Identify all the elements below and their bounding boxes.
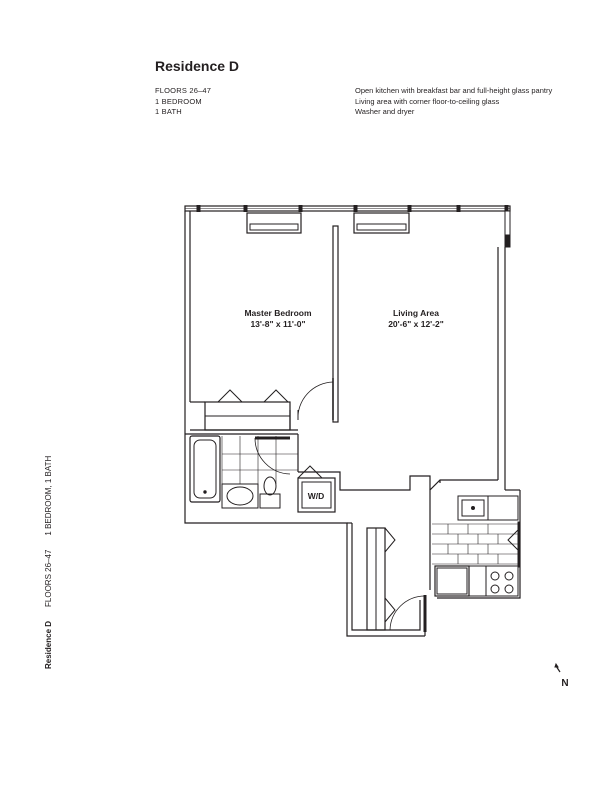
spec-baths: 1 BATH	[155, 107, 182, 116]
room-dims-living-area: 20'-6" x 12'-2"	[388, 319, 444, 329]
appliance-label-wd: W/D	[307, 491, 325, 501]
bedroom-door	[298, 378, 333, 420]
compass-label: N	[561, 678, 569, 689]
exterior-window-wall	[185, 206, 510, 248]
interior-walls	[185, 226, 430, 630]
north-arrow	[555, 664, 560, 672]
feature-kitchen: Open kitchen with breakfast bar and full-height glass pantry	[355, 86, 553, 95]
feature-laundry: Washer and dryer	[355, 107, 415, 116]
room-dims-master-bedroom: 13'-8" x 11'-0"	[250, 319, 306, 329]
room-name-living-area: Living Area	[393, 308, 439, 318]
side-floors: FLOORS 26–47	[44, 549, 53, 607]
side-rooms: 1 BEDROOM, 1 BATH	[44, 455, 53, 536]
bedroom-closet	[205, 390, 290, 430]
room-name-master-bedroom: Master Bedroom	[244, 308, 312, 318]
hvac-units	[247, 213, 409, 233]
page-title: Residence D	[155, 58, 240, 74]
feature-living: Living area with corner floor-to-ceiling glass	[355, 96, 500, 106]
side-residence: Residence D	[44, 620, 53, 669]
spec-bedrooms: 1 BEDROOM	[155, 96, 202, 106]
entry-closet	[367, 528, 395, 630]
bathroom	[190, 436, 298, 508]
kitchen	[432, 496, 520, 596]
washer-dryer	[298, 466, 335, 512]
spec-floors: FLOORS 26–47	[155, 86, 212, 95]
